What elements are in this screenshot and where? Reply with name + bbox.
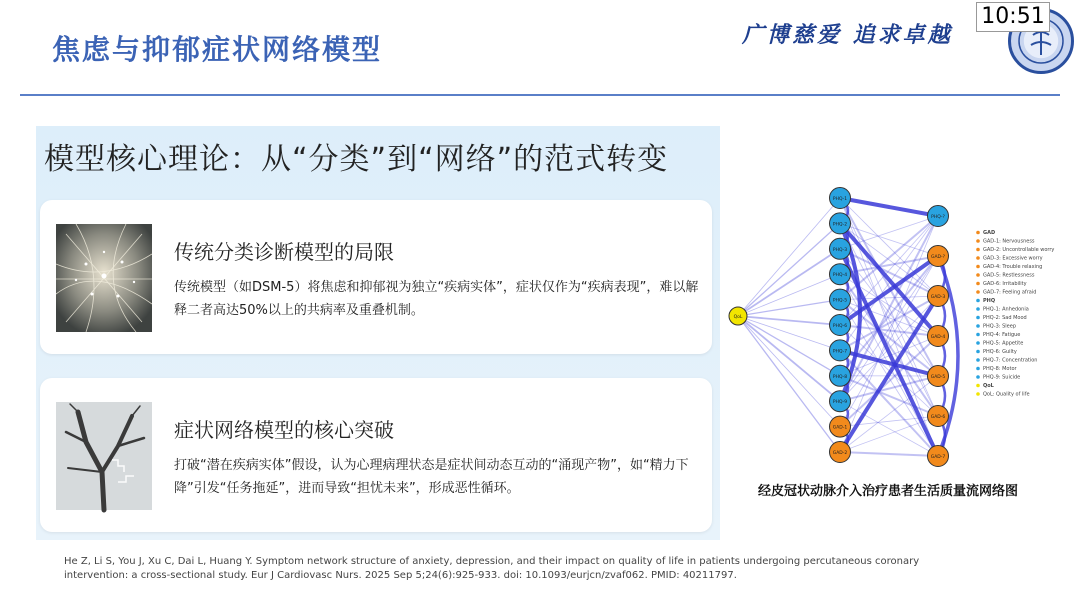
header-divider <box>20 94 1060 96</box>
legend-item: PHQ-8: Motor <box>983 366 1017 372</box>
legend-marker <box>976 248 980 252</box>
network-edge <box>738 274 840 316</box>
legend-marker <box>976 256 980 260</box>
card-text: 传统模型（如DSM-5）将焦虑和抑郁视为独立“疾病实体”，症状仅作为“疾病表现”，难以解释二者高达50%以上的共病率及重叠机制。 <box>174 280 699 318</box>
network-node-label: GAD-4 <box>930 335 946 340</box>
reference-citation: He Z, Li S, You J, Xu C, Dai L, Huang Y. Symptom network structure of anxiety, depression, and their impact on quality of life in patients undergoing percutaneous coronary intervention: a cross-sectional study. Eur J Cardiovasc Nurs. 2025 Sep 5;24(6):925-933. doi: 10.1093/eurjcn/zvaf062. PMID: 40211797. <box>64 556 920 581</box>
legend-marker <box>976 341 980 345</box>
legend-item: PHQ-3: Sleep <box>983 323 1016 330</box>
network-node-label: PHQ-2 <box>832 222 848 228</box>
panel-title: 模型核心理论：从“分类”到“网络”的范式转变 <box>44 142 669 177</box>
network-edge <box>738 316 840 376</box>
network-node-label: PHQ-6 <box>832 324 848 329</box>
network-node-label: GAD-7 <box>930 455 946 460</box>
legend-item: GAD-7: Feeling afraid <box>983 289 1037 296</box>
network-node-label: GAD-? <box>930 255 946 260</box>
legend-marker <box>976 375 980 379</box>
legend-item: PHQ-7: Concentration <box>983 357 1038 364</box>
abstract-network-image <box>56 224 152 332</box>
legend-item: GAD-4: Trouble relaxing <box>983 264 1043 270</box>
legend-item: GAD-6: Irritability <box>983 281 1027 287</box>
network-edge <box>738 316 840 452</box>
network-edge <box>840 198 938 216</box>
legend-marker <box>976 307 980 311</box>
network-node-label: GAD-1 <box>832 425 848 431</box>
network-node-label: PHQ-1 <box>832 197 848 202</box>
card-text: 打破“潜在疾病实体”假设，认为心理病理状态是症状间动态互动的“涌现产物”，如“精力下降”引发“任务拖延”，进而导致“担忧未来”，形成恶性循环。 <box>174 458 689 496</box>
network-node-label: PHQ-8 <box>832 374 848 380</box>
legend-item: PHQ-2: Sad Mood <box>983 315 1027 321</box>
network-node-label: PHQ-4 <box>832 273 848 279</box>
legend-item: GAD-3: Excessive worry <box>983 255 1043 262</box>
legend-marker <box>976 282 980 286</box>
legend-marker <box>976 392 980 396</box>
network-edge <box>840 274 938 416</box>
network-edge <box>738 316 840 325</box>
network-edge <box>840 452 938 456</box>
legend-item: PHQ-1: Anhedonia <box>983 306 1029 313</box>
tree-branches-image <box>56 402 152 510</box>
legend-item: PHQ-6: Guilty <box>983 349 1017 355</box>
network-node-label: PHQ-9 <box>832 400 848 406</box>
legend-marker <box>976 367 980 371</box>
legend-marker <box>976 358 980 362</box>
legend-item: PHQ-4: Fatigue <box>983 332 1021 338</box>
network-edge <box>738 316 840 401</box>
legend-marker <box>976 231 980 235</box>
network-node-label: GAD-3 <box>930 295 946 300</box>
card-traditional-model <box>40 200 712 354</box>
network-node-label: PHQ-3 <box>832 247 848 253</box>
network-edge <box>738 249 840 316</box>
legend-item: QoL: Quality of life <box>983 391 1030 398</box>
legend-item: QoL <box>983 383 994 389</box>
legend-marker <box>976 333 980 337</box>
legend-item: PHQ-9: Suicide <box>983 374 1021 381</box>
legend-marker <box>976 316 980 320</box>
theory-panel <box>36 126 720 540</box>
network-node-label: GAD-5 <box>930 375 946 380</box>
legend-marker <box>976 350 980 354</box>
legend-item: GAD-2: Uncontrollable worry <box>983 247 1055 253</box>
card-network-model <box>40 378 712 532</box>
network-edge <box>738 198 840 316</box>
school-motto: 广博慈爱 追求卓越 <box>742 22 953 48</box>
legend-item: PHQ-5: Appetite <box>983 340 1024 347</box>
legend-marker <box>976 273 980 277</box>
network-node-label: PHQ-7 <box>832 349 848 355</box>
clock-overlay: 10:51 <box>976 2 1050 32</box>
network-node-label: PHQ-5 <box>832 298 848 304</box>
legend-marker <box>976 324 980 328</box>
legend-item: PHQ <box>983 298 996 304</box>
network-caption: 经皮冠状动脉介入治疗患者生活质量流网络图 <box>758 484 1019 499</box>
legend-marker <box>976 265 980 269</box>
network-node-label: GAD-6 <box>930 415 946 420</box>
legend-item: GAD-5: Restlessness <box>983 272 1035 279</box>
legend-marker <box>976 384 980 388</box>
symptom-network-graph <box>722 176 1062 460</box>
card-heading: 症状网络模型的核心突破 <box>174 418 394 442</box>
slide-title: 焦虑与抑郁症状网络模型 <box>52 33 383 66</box>
card-heading: 传统分类诊断模型的局限 <box>174 240 394 264</box>
network-node-label: GAD-2 <box>832 451 848 456</box>
network-node-label: PHQ-? <box>931 215 945 220</box>
legend-item: GAD-1: Nervousness <box>983 238 1035 245</box>
network-edge <box>738 316 840 427</box>
legend-marker <box>976 290 980 294</box>
legend-marker <box>976 239 980 243</box>
legend-item: GAD <box>983 230 996 236</box>
legend-marker <box>976 299 980 303</box>
network-node-label: QoL <box>733 315 743 320</box>
